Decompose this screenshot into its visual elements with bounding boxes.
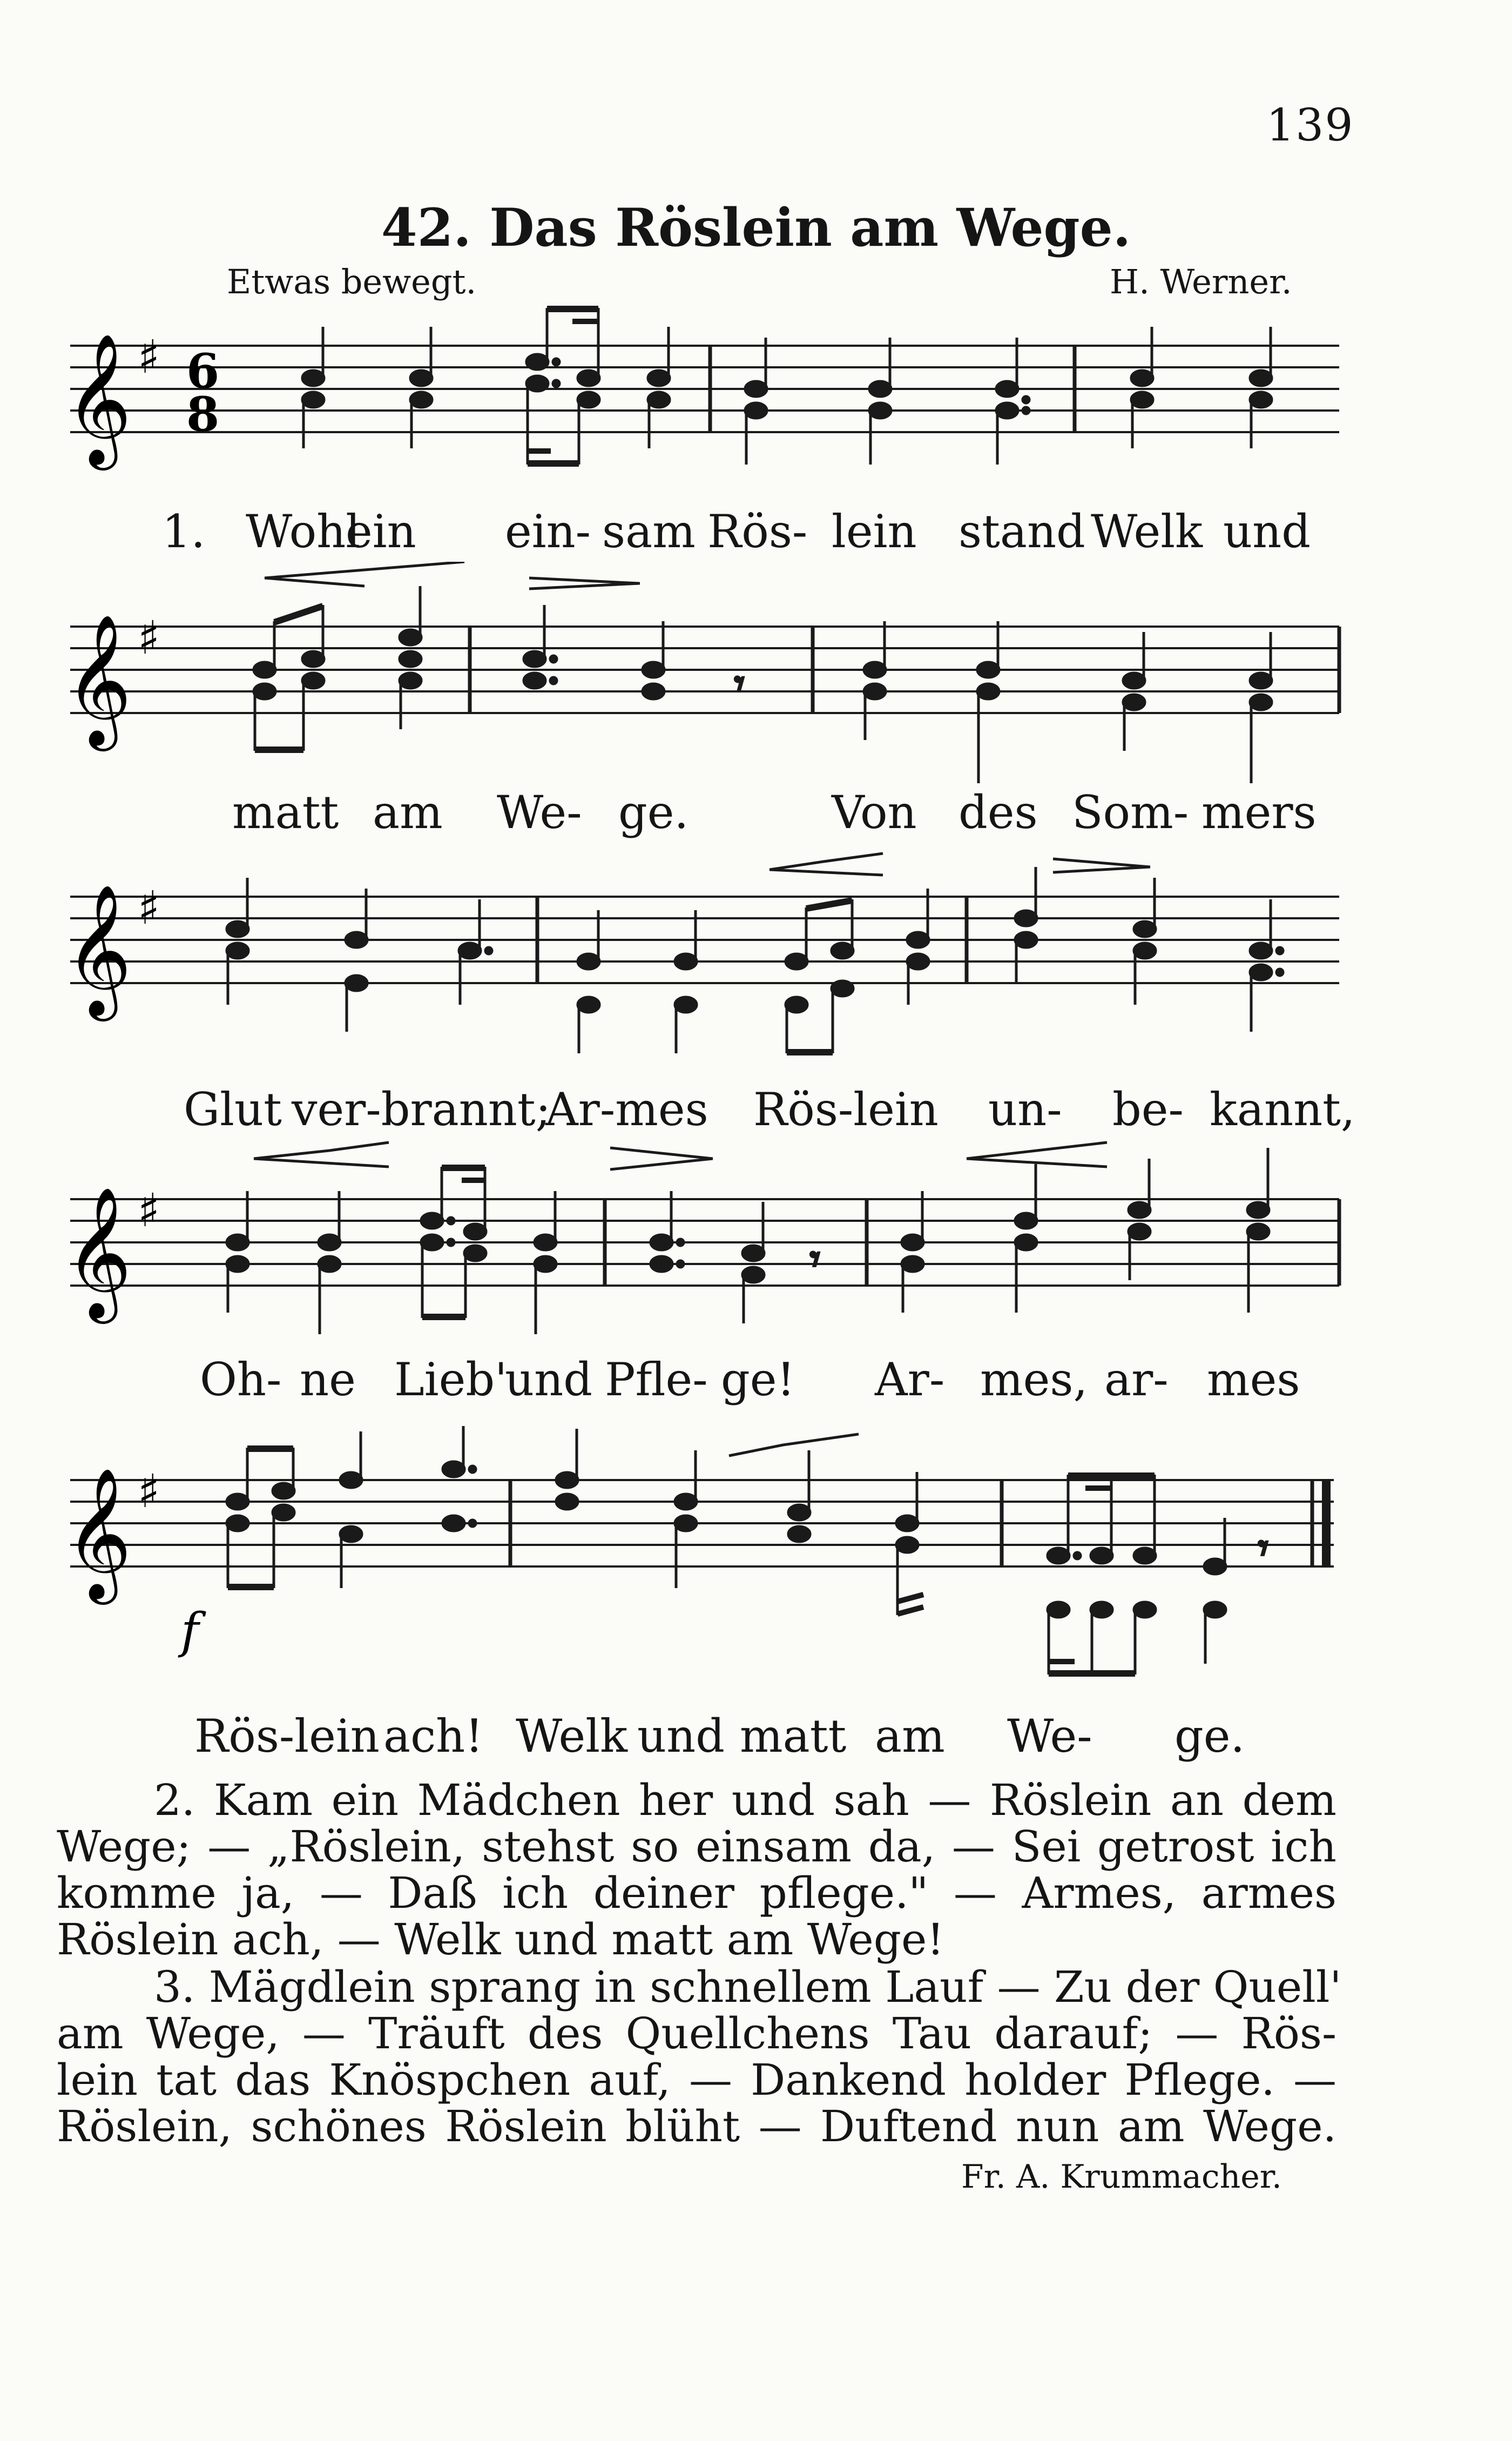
lyric-syllable: lein — [832, 505, 917, 558]
lyric-syllable: ge. — [1174, 1710, 1245, 1763]
lyric-syllable: Rös- — [707, 505, 808, 558]
lyricist: Fr. A. Krummacher. — [961, 2158, 1282, 2196]
lyric-syllable: ein — [346, 505, 416, 558]
verse-2-line-1: 2. Kam ein Mädchen her und sah — Röslein an dem — [154, 1775, 1336, 1825]
music-system-2 — [0, 562, 1512, 789]
lyric-syllable: matt — [740, 1710, 847, 1763]
lyrics-line-2 — [0, 786, 1512, 839]
time-signature: 6 — [186, 343, 220, 399]
lyric-syllable: Ar- — [875, 1353, 945, 1406]
eighth-rest-icon: 𝄾 — [734, 662, 745, 706]
svg-text:8: 8 — [186, 386, 220, 442]
lyric-syllable: Glut — [184, 1083, 282, 1136]
key-signature-sharp: ♯ — [138, 1184, 160, 1238]
lyric-syllable: und — [1223, 505, 1311, 558]
lyric-syllable: Welk — [1091, 505, 1203, 558]
lyric-syllable: matt — [232, 786, 339, 839]
lyric-syllable: mes — [1207, 1353, 1300, 1406]
lyrics-line-1 — [0, 505, 1512, 558]
verse-3-line-4: Röslein, schönes Röslein blüht — Duftend nun am Wege. — [57, 2101, 1336, 2151]
music-system-3 — [0, 848, 1512, 1086]
composer: H. Werner. — [1110, 262, 1292, 301]
lyrics-line-4 — [0, 1353, 1512, 1406]
lyric-syllable: sam — [602, 505, 696, 558]
verse-2-line-3: komme ja, — Daß ich deiner pflege." — Armes, armes — [57, 1868, 1336, 1918]
lyric-syllable: am — [373, 786, 443, 839]
lyric-syllable: stand — [959, 505, 1085, 558]
verse-2-line-4: Röslein ach, — Welk und matt am Wege! — [57, 1914, 944, 1965]
lyric-syllable: 1. — [162, 505, 206, 558]
lyric-syllable: am — [875, 1710, 945, 1763]
lyric-syllable: ach! — [383, 1710, 483, 1763]
music-system-5 — [0, 1426, 1512, 1718]
lyric-syllable: mers — [1202, 786, 1317, 839]
lyrics-line-5 — [0, 1710, 1512, 1763]
verse-3-line-2: am Wege, — Träuft des Quellchens Tau darauf; — Rös- — [57, 2008, 1336, 2059]
lyric-syllable: Lieb' — [394, 1353, 508, 1406]
lyric-syllable: We- — [1007, 1710, 1092, 1763]
lyric-syllable: Som- — [1072, 786, 1189, 839]
lyric-syllable: kannt, — [1210, 1083, 1355, 1136]
lyric-syllable: Welk — [516, 1710, 627, 1763]
page-number: 139 — [1266, 100, 1354, 151]
music-system-1 — [0, 302, 1512, 497]
lyric-syllable: des — [959, 786, 1038, 839]
lyric-syllable: ein- — [505, 505, 591, 558]
lyric-syllable: ge. — [618, 786, 689, 839]
key-signature-sharp: ♯ — [138, 1465, 160, 1518]
key-signature-sharp: ♯ — [138, 611, 160, 665]
lyric-syllable: be- — [1112, 1083, 1184, 1136]
verse-3-line-3: lein tat das Knöspchen auf, — Dankend holder Pflege. — — [57, 2055, 1336, 2105]
verse-3-line-1: 3. Mägdlein sprang in schnellem Lauf — Zu der Quell' — [154, 1962, 1342, 2012]
treble-clef-icon: 𝄞 — [65, 1467, 132, 1599]
lyric-syllable: mes, — [980, 1353, 1088, 1406]
eighth-rest-icon: 𝄾 — [810, 1237, 820, 1281]
treble-clef-icon: 𝄞 — [65, 613, 132, 745]
song-title: 42. Das Röslein am Wege. — [381, 197, 1131, 258]
lyric-syllable: Wohl — [246, 505, 361, 558]
lyric-syllable: Rös-lein — [194, 1710, 380, 1763]
treble-clef-icon: 𝄞 — [65, 332, 132, 465]
treble-clef-icon: 𝄞 — [65, 883, 132, 1016]
lyric-syllable: Ar-mes — [545, 1083, 708, 1136]
verse-2-line-2: Wege; — „Röslein, stehst so einsam da, — Sei getrost ich — [57, 1821, 1336, 1872]
key-signature-sharp: ♯ — [138, 882, 160, 935]
music-system-4 — [0, 1134, 1512, 1361]
treble-clef-icon: 𝄞 — [65, 1186, 132, 1318]
lyric-syllable: We- — [497, 786, 582, 839]
dynamic-forte: f — [181, 1603, 199, 1659]
lyric-syllable: und — [637, 1710, 725, 1763]
lyric-syllable: Rös-lein — [753, 1083, 939, 1136]
lyrics-line-3 — [0, 1083, 1512, 1136]
notes — [302, 308, 1272, 465]
eighth-rest-icon: 𝄾 — [1258, 1526, 1268, 1570]
lyric-syllable: und — [505, 1353, 592, 1406]
lyric-syllable: un- — [988, 1083, 1062, 1136]
tempo-marking: Etwas bewegt. — [227, 262, 477, 301]
lyric-syllable: Von — [832, 786, 917, 839]
lyric-syllable: ge! — [721, 1353, 795, 1406]
lyric-syllable: Pfle- — [605, 1353, 708, 1406]
lyric-syllable: Oh- — [200, 1353, 282, 1406]
lyric-syllable: ver-brannt; — [292, 1083, 551, 1136]
lyric-syllable: ar- — [1104, 1353, 1169, 1406]
key-signature-sharp: ♯ — [138, 331, 160, 384]
staff-lines — [70, 346, 1339, 432]
lyric-syllable: ne — [300, 1353, 356, 1406]
